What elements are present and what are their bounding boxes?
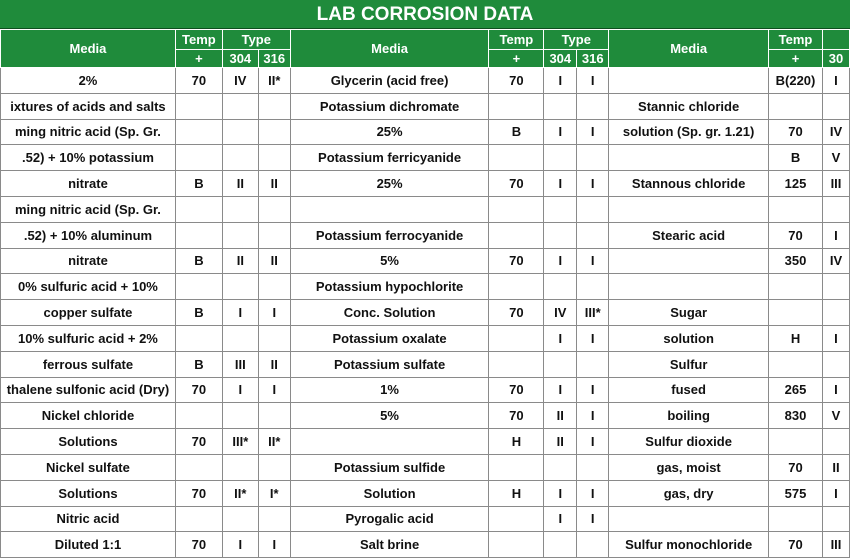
- type-304-cell: I: [544, 325, 577, 351]
- temp-cell: [769, 429, 823, 455]
- media-cell: Salt brine: [290, 532, 489, 558]
- type-304-cell: I: [544, 377, 577, 403]
- temp-cell: 265: [769, 377, 823, 403]
- media-cell: Stannous chloride: [609, 171, 769, 197]
- temp-cell: 70: [489, 377, 544, 403]
- media-cell: [609, 506, 769, 532]
- type-304-cell: I: [544, 480, 577, 506]
- temp-cell: 125: [769, 171, 823, 197]
- type-316-cell: II: [258, 351, 290, 377]
- temp-cell: B(220): [769, 68, 823, 94]
- type-304-cell: [822, 351, 849, 377]
- header-temp-sub: +: [769, 50, 823, 68]
- page-title: LAB CORROSION DATA: [0, 0, 850, 29]
- type-316-cell: II*: [258, 68, 290, 94]
- media-cell: gas, moist: [609, 454, 769, 480]
- temp-cell: [489, 351, 544, 377]
- type-304-cell: III: [822, 532, 849, 558]
- temp-cell: B: [175, 351, 222, 377]
- header-type-316: 316: [577, 50, 609, 68]
- type-316-cell: [577, 222, 609, 248]
- media-cell: Stearic acid: [609, 222, 769, 248]
- header-temp: Temp: [175, 30, 222, 50]
- type-304-cell: [544, 196, 577, 222]
- type-316-cell: I: [577, 248, 609, 274]
- temp-cell: B: [175, 300, 222, 326]
- temp-cell: 830: [769, 403, 823, 429]
- temp-cell: [175, 403, 222, 429]
- table-row: [1, 274, 850, 300]
- type-316-cell: [258, 93, 290, 119]
- temp-cell: 70: [769, 532, 823, 558]
- type-316-cell: I: [258, 377, 290, 403]
- table-row: [1, 300, 850, 326]
- media-cell: Glycerin (acid free): [290, 68, 489, 94]
- table-row: [1, 145, 850, 171]
- header-temp-sub: +: [489, 50, 544, 68]
- media-cell: Sulfur dioxide: [609, 429, 769, 455]
- type-304-cell: I: [544, 248, 577, 274]
- table-row: [1, 506, 850, 532]
- header-type-304: 304: [222, 50, 258, 68]
- type-304-cell: [222, 145, 258, 171]
- temp-cell: 70: [769, 119, 823, 145]
- corrosion-table: [0, 29, 850, 558]
- media-cell: Potassium sulfate: [290, 351, 489, 377]
- media-cell: boiling: [609, 403, 769, 429]
- header-temp: Temp: [769, 30, 823, 50]
- type-304-cell: [544, 454, 577, 480]
- media-cell: ixtures of acids and salts: [1, 93, 176, 119]
- temp-cell: [175, 506, 222, 532]
- header-type-cut: [822, 30, 849, 50]
- type-316-cell: [258, 196, 290, 222]
- type-316-cell: II*: [258, 429, 290, 455]
- type-304-cell: [544, 532, 577, 558]
- header-type-304-cut: 30: [822, 50, 849, 68]
- type-316-cell: II: [258, 248, 290, 274]
- table-row: [1, 93, 850, 119]
- temp-cell: 70: [175, 532, 222, 558]
- temp-cell: [175, 325, 222, 351]
- type-304-cell: [544, 93, 577, 119]
- media-cell: [609, 274, 769, 300]
- type-316-cell: I: [258, 300, 290, 326]
- temp-cell: [175, 454, 222, 480]
- type-304-cell: [822, 274, 849, 300]
- temp-cell: [175, 93, 222, 119]
- media-cell: [609, 196, 769, 222]
- type-316-cell: [258, 119, 290, 145]
- type-304-cell: I: [222, 532, 258, 558]
- temp-cell: B: [489, 119, 544, 145]
- temp-cell: [769, 351, 823, 377]
- type-316-cell: [258, 325, 290, 351]
- media-cell: fused: [609, 377, 769, 403]
- temp-cell: [175, 222, 222, 248]
- type-304-cell: V: [822, 145, 849, 171]
- type-304-cell: [822, 196, 849, 222]
- type-304-cell: I: [222, 377, 258, 403]
- temp-cell: H: [769, 325, 823, 351]
- temp-cell: H: [489, 480, 544, 506]
- type-304-cell: [222, 454, 258, 480]
- media-cell: Pyrogalic acid: [290, 506, 489, 532]
- table-row: [1, 454, 850, 480]
- type-304-cell: IV: [822, 119, 849, 145]
- temp-cell: [175, 274, 222, 300]
- header-temp: Temp: [489, 30, 544, 50]
- type-304-cell: V: [822, 403, 849, 429]
- media-cell: [290, 196, 489, 222]
- type-304-cell: II: [822, 454, 849, 480]
- temp-cell: H: [489, 429, 544, 455]
- type-304-cell: I: [544, 68, 577, 94]
- type-304-cell: [822, 93, 849, 119]
- type-304-cell: I: [544, 119, 577, 145]
- media-cell: Potassium hypochlorite: [290, 274, 489, 300]
- media-cell: [290, 429, 489, 455]
- media-cell: Potassium sulfide: [290, 454, 489, 480]
- type-304-cell: [544, 274, 577, 300]
- temp-cell: [489, 274, 544, 300]
- type-316-cell: [577, 532, 609, 558]
- media-cell: ming nitric acid (Sp. Gr.: [1, 196, 176, 222]
- header-type: Type: [222, 30, 290, 50]
- temp-cell: [175, 119, 222, 145]
- type-316-cell: I: [577, 480, 609, 506]
- table-row: [1, 248, 850, 274]
- media-cell: 5%: [290, 248, 489, 274]
- temp-cell: [489, 325, 544, 351]
- temp-cell: B: [175, 248, 222, 274]
- type-304-cell: [222, 506, 258, 532]
- type-316-cell: I: [577, 325, 609, 351]
- media-cell: nitrate: [1, 171, 176, 197]
- type-316-cell: I: [577, 403, 609, 429]
- table-body: [1, 68, 850, 558]
- media-cell: 1%: [290, 377, 489, 403]
- temp-cell: 70: [175, 480, 222, 506]
- temp-cell: 70: [175, 68, 222, 94]
- media-cell: Nickel sulfate: [1, 454, 176, 480]
- type-316-cell: [258, 403, 290, 429]
- header-media: Media: [1, 30, 176, 68]
- media-cell: Potassium oxalate: [290, 325, 489, 351]
- temp-cell: 70: [489, 300, 544, 326]
- temp-cell: 575: [769, 480, 823, 506]
- header-type-304: 304: [544, 50, 577, 68]
- type-304-cell: II: [222, 248, 258, 274]
- table-row: [1, 119, 850, 145]
- table-row: [1, 325, 850, 351]
- temp-cell: 70: [489, 68, 544, 94]
- header-media: Media: [290, 30, 489, 68]
- type-304-cell: III: [822, 171, 849, 197]
- media-cell: gas, dry: [609, 480, 769, 506]
- type-304-cell: [822, 429, 849, 455]
- type-316-cell: [577, 274, 609, 300]
- type-304-cell: III*: [222, 429, 258, 455]
- type-304-cell: [222, 119, 258, 145]
- temp-cell: 70: [489, 248, 544, 274]
- type-304-cell: I: [822, 325, 849, 351]
- media-cell: [609, 248, 769, 274]
- media-cell: Nickel chloride: [1, 403, 176, 429]
- media-cell: [609, 68, 769, 94]
- media-cell: Nitric acid: [1, 506, 176, 532]
- type-316-cell: I: [577, 68, 609, 94]
- table-row: [1, 351, 850, 377]
- temp-cell: [769, 300, 823, 326]
- media-cell: 25%: [290, 171, 489, 197]
- type-304-cell: II: [544, 429, 577, 455]
- media-cell: nitrate: [1, 248, 176, 274]
- table-row: [1, 429, 850, 455]
- table-row: [1, 171, 850, 197]
- temp-cell: 350: [769, 248, 823, 274]
- type-316-cell: I: [577, 506, 609, 532]
- header-temp-sub: +: [175, 50, 222, 68]
- type-304-cell: [222, 196, 258, 222]
- type-304-cell: I: [544, 171, 577, 197]
- type-304-cell: [222, 403, 258, 429]
- media-cell: copper sulfate: [1, 300, 176, 326]
- media-cell: 0% sulfuric acid + 10%: [1, 274, 176, 300]
- temp-cell: [489, 93, 544, 119]
- temp-cell: [489, 196, 544, 222]
- temp-cell: [489, 532, 544, 558]
- temp-cell: [489, 506, 544, 532]
- type-316-cell: [577, 351, 609, 377]
- type-304-cell: I: [544, 506, 577, 532]
- type-316-cell: [577, 145, 609, 171]
- type-316-cell: I*: [258, 480, 290, 506]
- table-row: [1, 222, 850, 248]
- media-cell: 5%: [290, 403, 489, 429]
- media-cell: [609, 145, 769, 171]
- type-304-cell: I: [222, 300, 258, 326]
- temp-cell: [769, 274, 823, 300]
- media-cell: thalene sulfonic acid (Dry): [1, 377, 176, 403]
- temp-cell: B: [769, 145, 823, 171]
- type-304-cell: [222, 274, 258, 300]
- temp-cell: 70: [175, 377, 222, 403]
- header-row: [1, 30, 850, 50]
- media-cell: ming nitric acid (Sp. Gr.: [1, 119, 176, 145]
- type-316-cell: II: [258, 171, 290, 197]
- type-316-cell: [577, 93, 609, 119]
- header-type-316: 316: [258, 50, 290, 68]
- type-316-cell: I: [577, 171, 609, 197]
- temp-cell: [489, 145, 544, 171]
- media-cell: Sugar: [609, 300, 769, 326]
- media-cell: 25%: [290, 119, 489, 145]
- type-304-cell: I: [822, 68, 849, 94]
- type-304-cell: IV: [544, 300, 577, 326]
- type-304-cell: II*: [222, 480, 258, 506]
- temp-cell: 70: [489, 403, 544, 429]
- temp-cell: [175, 145, 222, 171]
- type-304-cell: [822, 506, 849, 532]
- media-cell: Sulfur: [609, 351, 769, 377]
- type-304-cell: [544, 351, 577, 377]
- media-cell: solution: [609, 325, 769, 351]
- type-316-cell: [258, 454, 290, 480]
- type-316-cell: [258, 145, 290, 171]
- media-cell: Sulfur monochloride: [609, 532, 769, 558]
- table-row: [1, 196, 850, 222]
- type-304-cell: [222, 325, 258, 351]
- media-cell: .52) + 10% potassium: [1, 145, 176, 171]
- table-row: [1, 403, 850, 429]
- type-316-cell: I: [258, 532, 290, 558]
- type-316-cell: I: [577, 429, 609, 455]
- temp-cell: [769, 196, 823, 222]
- media-cell: .52) + 10% aluminum: [1, 222, 176, 248]
- temp-cell: [175, 196, 222, 222]
- type-316-cell: [258, 506, 290, 532]
- temp-cell: 70: [769, 222, 823, 248]
- temp-cell: 70: [489, 171, 544, 197]
- type-304-cell: IV: [822, 248, 849, 274]
- table-row: [1, 68, 850, 94]
- media-cell: Potassium dichromate: [290, 93, 489, 119]
- media-cell: Stannic chloride: [609, 93, 769, 119]
- table-row: [1, 480, 850, 506]
- table-row: [1, 377, 850, 403]
- type-304-cell: IV: [222, 68, 258, 94]
- temp-cell: [769, 506, 823, 532]
- temp-cell: [769, 93, 823, 119]
- type-304-cell: III: [222, 351, 258, 377]
- type-304-cell: I: [822, 480, 849, 506]
- media-cell: Conc. Solution: [290, 300, 489, 326]
- type-316-cell: I: [577, 119, 609, 145]
- header-type: Type: [544, 30, 609, 50]
- temp-cell: [489, 222, 544, 248]
- media-cell: Solutions: [1, 480, 176, 506]
- type-304-cell: I: [822, 222, 849, 248]
- type-316-cell: I: [577, 377, 609, 403]
- media-cell: ferrous sulfate: [1, 351, 176, 377]
- type-316-cell: [577, 454, 609, 480]
- temp-cell: B: [175, 171, 222, 197]
- type-304-cell: [544, 145, 577, 171]
- media-cell: solution (Sp. gr. 1.21): [609, 119, 769, 145]
- type-316-cell: [577, 196, 609, 222]
- type-316-cell: III*: [577, 300, 609, 326]
- media-cell: Solution: [290, 480, 489, 506]
- media-cell: 2%: [1, 68, 176, 94]
- type-304-cell: [544, 222, 577, 248]
- media-cell: Diluted 1:1: [1, 532, 176, 558]
- media-cell: Solutions: [1, 429, 176, 455]
- temp-cell: 70: [769, 454, 823, 480]
- type-316-cell: [258, 274, 290, 300]
- type-304-cell: [222, 93, 258, 119]
- type-304-cell: I: [822, 377, 849, 403]
- header-media: Media: [609, 30, 769, 68]
- type-304-cell: [822, 300, 849, 326]
- media-cell: 10% sulfuric acid + 2%: [1, 325, 176, 351]
- type-304-cell: II: [222, 171, 258, 197]
- temp-cell: 70: [175, 429, 222, 455]
- media-cell: Potassium ferrocyanide: [290, 222, 489, 248]
- temp-cell: [489, 454, 544, 480]
- media-cell: Potassium ferricyanide: [290, 145, 489, 171]
- table-row: [1, 532, 850, 558]
- type-304-cell: [222, 222, 258, 248]
- type-304-cell: II: [544, 403, 577, 429]
- type-316-cell: [258, 222, 290, 248]
